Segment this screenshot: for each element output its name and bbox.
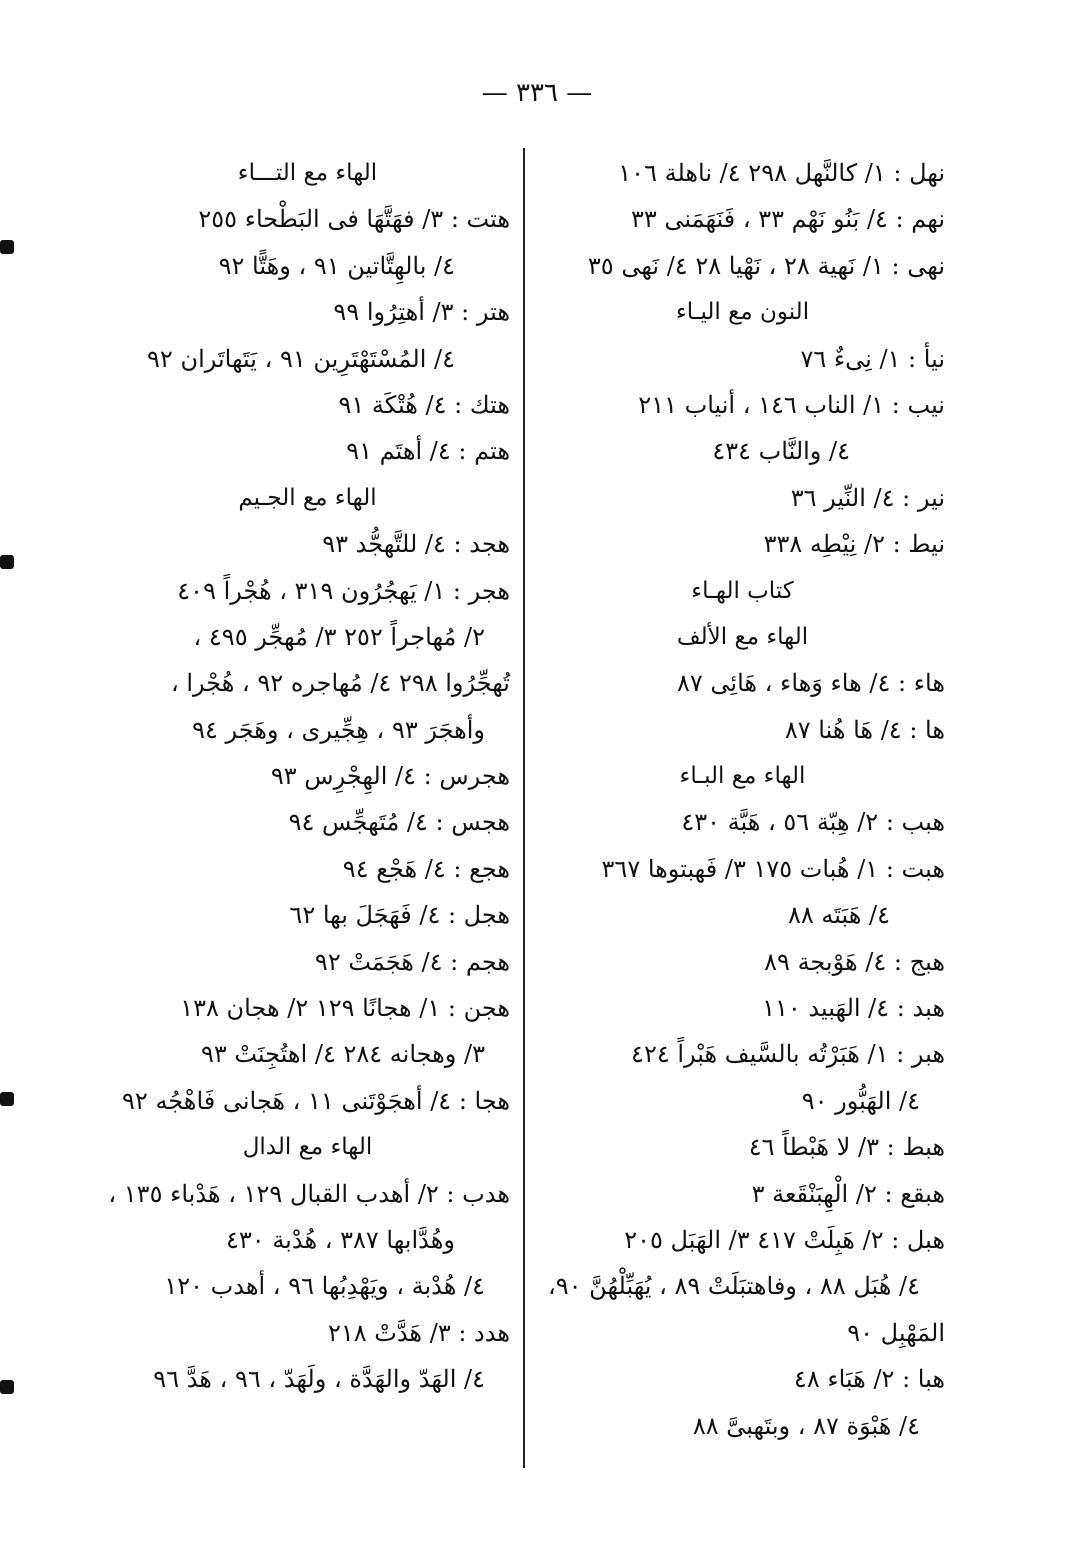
section-heading: كتاب الهـاء [691,577,794,604]
margin-mark [0,1380,14,1394]
index-entry: ٤/ هُدْبة ، ويَهْدِبُها ٩٦ ، أهدب ١٢٠ [164,1272,485,1301]
section-heading: الهاء مع الدال [242,1134,373,1161]
index-entry: هجس : ٤/ مُتَهجِّس ٩٤ [288,808,510,837]
index-entry: هتك : ٤/ هُتْكَة ٩١ [338,390,510,419]
index-entry: ٢/ مُهاجراً ٢٥٢ ٣/ مُهجِّر ٤٩٥ ، [193,622,485,651]
index-entry: وأهجَرَ ٩٣ ، هِجِّيرى ، وهَجَر ٩٤ [192,715,485,744]
index-entry: نيب : ١/ الناب ١٤٦ ، أنياب ٢١١ [638,390,945,419]
index-entry: نهل : ١/ كالنَّهل ٢٩٨ ٤/ ناهلة ١٠٦ [618,159,945,187]
index-entry: هجرس : ٤/ الهِجْرِس ٩٣ [270,762,510,791]
index-entry: ٤/ الهَدّ والهَدَّة ، ولَهَدّ ، ٩٦ ، هَدَّ ٩٦ [153,1365,485,1394]
index-entry: هبا : ٢/ هَبَاء ٤٨ [793,1365,945,1394]
page-number: — ٣٣٦ — [481,78,593,108]
index-entry: نهم : ٤/ بَنُو نَهْم ٣٣ ، فَنَهَمَنى ٣٣ [630,205,945,234]
index-entry: ٣/ وهجانه ٢٨٤ ٤/ اهتُجِنَتْ ٩٣ [200,1040,485,1069]
right-column [540,150,945,1449]
index-entry: هجد : ٤/ للتَّهجُّد ٩٣ [322,530,510,559]
margin-mark [0,555,14,569]
index-entry: هبت : ١/ هُبات ١٧٥ ٣/ فَهبتوها ٣٦٧ [601,854,945,883]
index-entry: هتم : ٤/ أهتَم ٩١ [346,437,510,466]
section-heading: الهاء مع الألف [676,623,809,650]
index-entry: هجر : ١/ يَهجُرُون ٣١٩ ، هُجْراً ٤٠٩ [177,576,510,605]
index-entry: ٤/ هَبْوَة ٨٧ ، وبتَهبىَّ ٨٨ [692,1411,920,1440]
index-entry: هاء : ٤/ هاء وَهاء ، هَائِى ٨٧ [676,669,945,698]
index-entry: تُهجِّرُوا ٢٩٨ ٤/ مُهاجره ٩٢ ، هُجْرا ، [170,669,510,698]
index-entry: ٤/ بالهِتَّاتين ٩١ ، وهَتًّا ٩٢ [218,251,455,280]
index-entry: هتت : ٣/ فهَتَّهَا فى البَطْحاء ٢٥٥ [198,205,510,234]
section-heading: الهاء مع الجـيم [238,484,377,511]
index-entry: هجل : ٤/ فَهَجَلَ بها ٦٢ [289,901,510,930]
index-entry: هجا : ٤/ أهجَوْتَنى ١١ ، هَجانى فَاهْجُه ٩٢ [122,1086,510,1115]
index-entry: هبب : ٢/ هِبّة ٥٦ ، هَبَّة ٤٣٠ [681,808,945,837]
index-entry: ٤/ المُسْتَهْتَرِين ٩١ ، يَتَهاتَران ٩٢ [147,344,455,373]
index-entry: هدب : ٢/ أهدب القبال ١٢٩ ، هَدْباء ١٣٥ ، [108,1179,510,1208]
index-entry: ٤/ هَبَتَه ٨٨ [787,901,890,930]
index-entry: هتر : ٣/ أهتِرُوا ٩٩ [333,298,510,327]
index-entry: ٤/ الهَبُّور ٩٠ [801,1086,920,1115]
index-entry: هبد : ٤/ الهَبيد ١١٠ [762,994,945,1023]
index-entry: ٤/ والنَّاب ٤٣٤ [712,437,850,466]
index-entry: هدد : ٣/ هَدَّتْ ٢١٨ [327,1318,510,1347]
index-entry: هبقع : ٢/ الْهِبَنْقَعة ٣ [751,1179,945,1208]
margin-mark [0,1092,14,1106]
margin-mark [0,240,14,254]
index-entry: المَهْبِل ٩٠ [847,1318,945,1347]
index-entry: هبج : ٤/ هَوْبجة ٨٩ [764,947,945,976]
index-entry: هبط : ٣/ لا هَبْطاً ٤٦ [748,1133,945,1162]
column-divider [523,148,525,1468]
section-heading: الهاء مع البـاء [679,763,806,790]
left-column [105,150,510,1403]
index-entry: نهى : ١/ نَهية ٢٨ ، نَهْيا ٢٨ ٤/ نَهى ٣٥ [587,251,945,280]
section-heading: الهاء مع التـــاء [237,160,378,186]
index-entry: ها : ٤/ هَا هُنا ٨٧ [784,715,945,744]
index-entry: هبر : ١/ هَبَرْتُه بالسَّيف هَبْراً ٤٢٤ [631,1040,945,1069]
index-entry: هجن : ١/ هجانًا ١٢٩ ٢/ هجان ١٣٨ [180,994,510,1023]
section-heading: النون مع اليـاء [675,299,810,326]
index-entry: ٤/ هُبَل ٨٨ ، وفاهتبَلَتْ ٨٩ ، يُهَبِّلْهُنَّ ٩٠، [548,1272,920,1301]
index-entry: نيط : ٢/ نِيْطِه ٣٣٨ [763,530,945,559]
index-entry: هجع : ٤/ هَجْع ٩٤ [342,854,510,883]
index-entry: نير : ٤/ النِّير ٣٦ [790,483,945,512]
index-entry: نيأ : ١/ نِىءٌ ٧٦ [800,344,945,373]
index-entry: هجم : ٤/ هَجَمَتْ ٩٢ [314,947,510,976]
index-entry: هبل : ٢/ هَبِلَتْ ٤١٧ ٣/ الهَبَل ٢٠٥ [624,1225,945,1254]
index-entry: وهُدَّابها ٣٨٧ ، هُدْبة ٤٣٠ [226,1225,455,1254]
